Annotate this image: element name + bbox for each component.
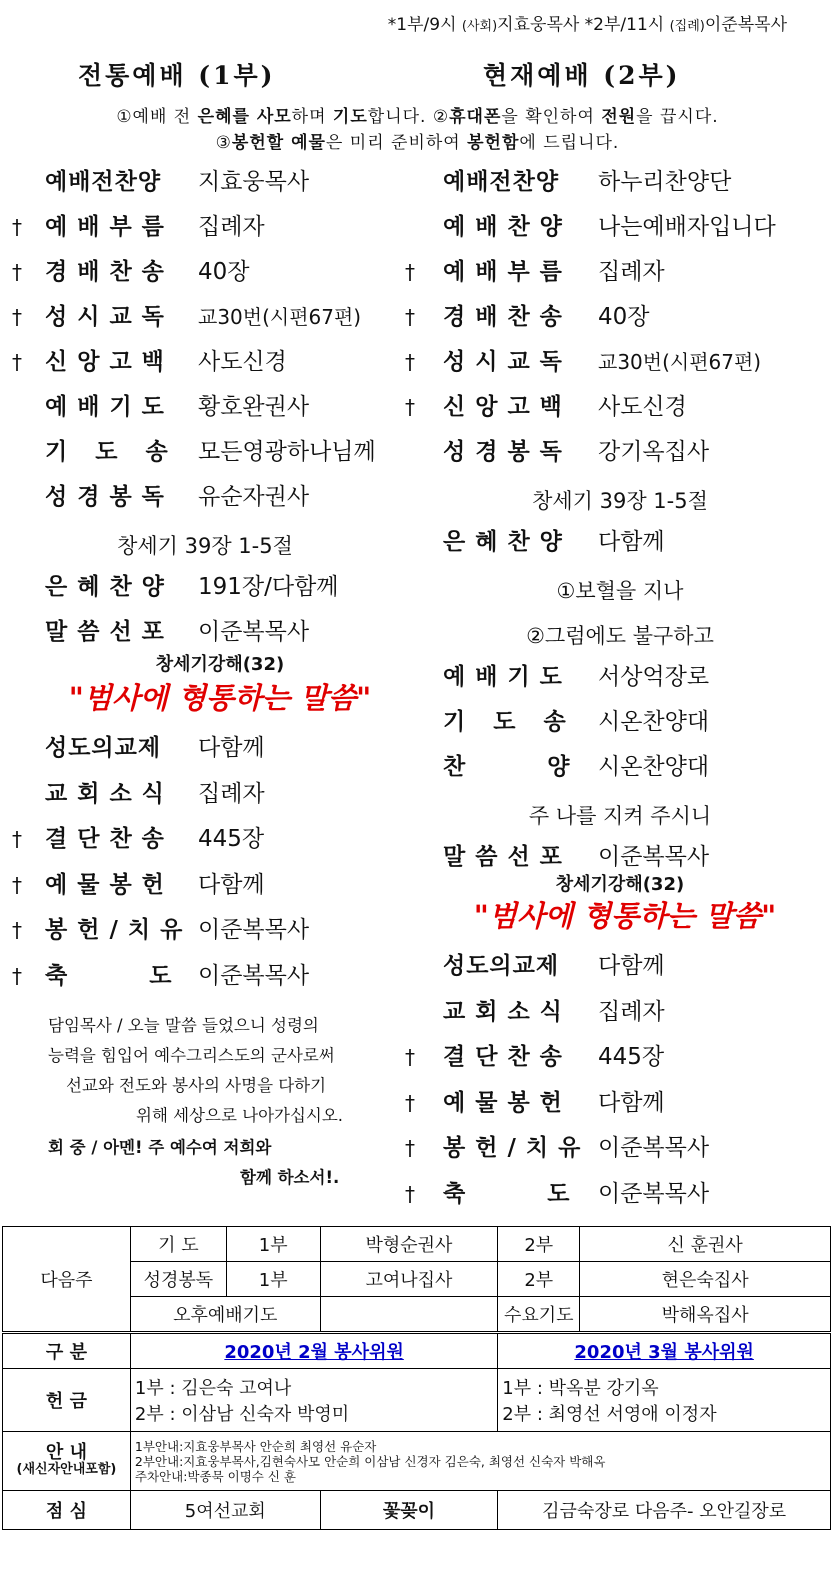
service-item-value: 445장	[198, 826, 265, 852]
cross-icon: †	[405, 1045, 415, 1069]
sermon-series-1: 창세기강해(32)	[155, 654, 285, 675]
sermon-title-1: "범사에 형통하는 말씀"	[68, 681, 372, 715]
service-item-value: 지효웅목사	[198, 169, 310, 195]
congregation-response: 함께 하소서!.	[240, 1168, 340, 1187]
col2-title: 현재예배 (2부)	[483, 61, 681, 90]
notice-line-1: ①예배 전 은혜를 사모하며 기도합니다. ②휴대폰을 확인하여 전원을 끕시다.	[116, 107, 719, 127]
service-item	[0, 1037, 835, 1077]
cross-icon: †	[405, 260, 415, 284]
service-item-value: 다함께	[598, 529, 665, 555]
service-item-label: 경 배 찬 송	[443, 304, 563, 330]
service-item	[0, 162, 835, 202]
cross-icon: †	[405, 395, 415, 419]
service-item-label: 성 경 봉 독	[443, 439, 563, 465]
service-item-label: 봉 헌 / 치 유	[45, 917, 184, 943]
service-item	[0, 1083, 835, 1123]
service-detail: 주 나를 지켜 주시니	[528, 804, 712, 828]
service-item-label: 예 배 부 름	[443, 259, 563, 285]
info-table: 다음주 기 도 1부 박형순권사 2부 신 훈권사 성경봉독 1부 고여나집사 2부 현은숙집사 오후예배기도 수요기도 박해옥집사 구 분 2020년 2월 봉사위원 2020년 3월 봉사위원 헌 금 1부 : 김은숙 고여나 2부 : 이삼남 신숙자 박영미 1부 : 박옥분 강기옥 2부 : 최영선 서영애 이정자 안 내 (새신자안내포함) 1부안내:지효웅부목사 안순희 최영선 유순자 2부안내:지효웅부목사,김현숙사모 안순희 이삼남 신경자 김은숙, 최영선 신숙자 박해옥 주차안내:박종묵 이명수 신 훈 점 심 5여선교회 꽃꽂이 김금숙장로 다음주- 오안길장로	[2, 1226, 831, 1530]
service-item-value: 시온찬양대	[598, 709, 710, 735]
service-item-value: 집례자	[198, 214, 265, 240]
service-item-value: 서상억장로	[598, 664, 710, 690]
service-item-value: 이준복목사	[198, 962, 310, 989]
service-item-value: 이준복목사	[598, 1135, 710, 1161]
cross-icon: †	[405, 1181, 415, 1206]
blessing-line: 선교와 전도와 봉사의 사명을 다하기	[66, 1076, 327, 1095]
service-item-value: 모든영광하나님께	[198, 439, 376, 465]
service-detail: ②그럼에도 불구하고	[526, 624, 714, 648]
service-item-label: 예 배 기 도	[443, 664, 563, 690]
service-item	[0, 992, 835, 1032]
service-item-value: 이준복목사	[198, 917, 310, 943]
service-item-value: 이준복목사	[598, 1180, 710, 1207]
service-item-value: 황호완권사	[198, 394, 310, 420]
service-item-value: 445장	[598, 1044, 665, 1070]
service-item-label: 축 도	[45, 962, 173, 989]
service-item-value: 나는예배자입니다	[598, 214, 776, 240]
cross-icon: †	[12, 215, 22, 239]
service-item-label: 찬 양	[443, 754, 571, 780]
cross-icon: †	[12, 350, 22, 374]
service-item-label: 성도의교제	[45, 735, 162, 761]
service-item-value: 유순자권사	[198, 484, 310, 510]
service-item	[0, 342, 835, 382]
service-item-value: 191장/다함께	[198, 574, 339, 600]
service-item	[0, 207, 835, 247]
service-item-value: 다함께	[198, 735, 265, 761]
service-item	[0, 522, 835, 562]
service-item-label: 결 단 찬 송	[443, 1044, 563, 1070]
service-item-value: 하누리찬양단	[598, 169, 732, 195]
service-item-value: 교30번(시편67편)	[198, 305, 362, 329]
service-detail: 창세기 39장 1-5절	[532, 489, 708, 513]
cross-icon: †	[12, 827, 22, 851]
blessing-line: 능력을 힘입어 예수그리스도의 군사로써	[48, 1046, 335, 1065]
service-item-value: 40장	[198, 259, 250, 285]
blessing-line: 위해 세상으로 나아가십시오.	[136, 1106, 344, 1125]
service-item	[0, 747, 835, 787]
service-item-label: 신 앙 고 백	[45, 349, 165, 375]
service-times: *1부/9시 (사회)지효웅목사 *2부/11시 (집례)이준복목사	[387, 15, 787, 35]
service-item-value: 교30번(시편67편)	[598, 350, 762, 374]
service-item-value: 사도신경	[598, 394, 687, 420]
sermon-series-2: 창세기강해(32)	[555, 874, 685, 895]
blessing-line: 담임목사 / 오늘 말씀 들었으니 성령의	[48, 1016, 319, 1035]
service-detail: 창세기 39장 1-5절	[117, 534, 293, 558]
service-item-label: 교 회 소 식	[443, 998, 563, 1025]
service-item-value: 강기옥집사	[598, 439, 710, 465]
service-item-value: 다함께	[598, 953, 665, 979]
service-detail: ①보혈을 지나	[556, 579, 684, 603]
service-item-value: 집례자	[598, 259, 665, 285]
service-item-label: 성 시 교 독	[443, 349, 563, 375]
service-item	[0, 657, 835, 697]
service-item-value: 다함께	[198, 871, 265, 898]
cross-icon: †	[405, 350, 415, 374]
service-item-label: 축 도	[443, 1180, 571, 1207]
service-item-value: 다함께	[598, 1089, 665, 1116]
service-item-value: 시온찬양대	[598, 754, 710, 780]
cross-icon: †	[12, 260, 22, 284]
service-item	[0, 702, 835, 742]
service-item-label: 예 물 봉 헌	[443, 1089, 563, 1116]
service-item-value: 사도신경	[198, 349, 287, 375]
service-item-label: 예 배 찬 양	[443, 214, 563, 240]
cross-icon: †	[12, 963, 22, 988]
service-item-value: 집례자	[198, 780, 265, 807]
service-item-label: 신 앙 고 백	[443, 394, 563, 420]
service-item-label: 말 씀 선 포	[45, 619, 165, 645]
service-item-label: 은 혜 찬 양	[45, 574, 165, 600]
cross-icon: †	[405, 1136, 415, 1160]
mar-volunteers-link[interactable]: 2020년 3월 봉사위원	[574, 1342, 754, 1363]
service-item-label: 예배전찬양	[443, 169, 560, 195]
service-item-label: 말 씀 선 포	[443, 844, 563, 870]
service-item	[0, 297, 835, 337]
service-item-label: 예 배 기 도	[45, 394, 165, 420]
service-item-value: 40장	[598, 304, 650, 330]
cross-icon: †	[12, 918, 22, 942]
service-item	[0, 432, 835, 472]
service-item-value: 이준복목사	[198, 619, 310, 645]
sermon-title-2: "범사에 형통하는 말씀"	[473, 899, 777, 933]
service-item	[0, 946, 835, 986]
service-item	[0, 1174, 835, 1214]
service-item-label: 성 경 봉 독	[45, 484, 165, 510]
service-item-label: 기 도 송	[443, 709, 567, 735]
feb-volunteers-link[interactable]: 2020년 2월 봉사위원	[224, 1342, 404, 1363]
cross-icon: †	[405, 1090, 415, 1115]
service-item-label: 기 도 송	[45, 439, 169, 465]
service-item	[0, 387, 835, 427]
service-item-label: 봉 헌 / 치 유	[443, 1135, 582, 1161]
service-item-label: 경 배 찬 송	[45, 259, 165, 285]
service-item-label: 성도의교제	[443, 953, 560, 979]
service-item	[0, 252, 835, 292]
congregation-response: 회 중 / 아멘! 주 예수여 저희와	[48, 1138, 272, 1157]
service-item-label: 예 물 봉 헌	[45, 871, 165, 898]
service-item-value: 이준복목사	[598, 844, 710, 870]
service-item-label: 교 회 소 식	[45, 780, 165, 807]
next-week-label: 다음주	[3, 1227, 131, 1333]
service-item-label: 결 단 찬 송	[45, 826, 165, 852]
cross-icon: †	[405, 305, 415, 329]
col1-title: 전통예배 (1부)	[78, 61, 276, 90]
notice-line-2: ③봉헌할 예물은 미리 준비하여 봉헌함에 드립니다.	[215, 133, 620, 153]
cross-icon: †	[12, 305, 22, 329]
service-item-label: 예배전찬양	[45, 169, 162, 195]
service-item-label: 성 시 교 독	[45, 304, 165, 330]
service-item-label: 은 혜 찬 양	[443, 529, 563, 555]
service-item-value: 집례자	[598, 998, 665, 1025]
cross-icon: †	[12, 872, 22, 897]
service-item-label: 예 배 부 름	[45, 214, 165, 240]
service-item	[0, 1128, 835, 1168]
